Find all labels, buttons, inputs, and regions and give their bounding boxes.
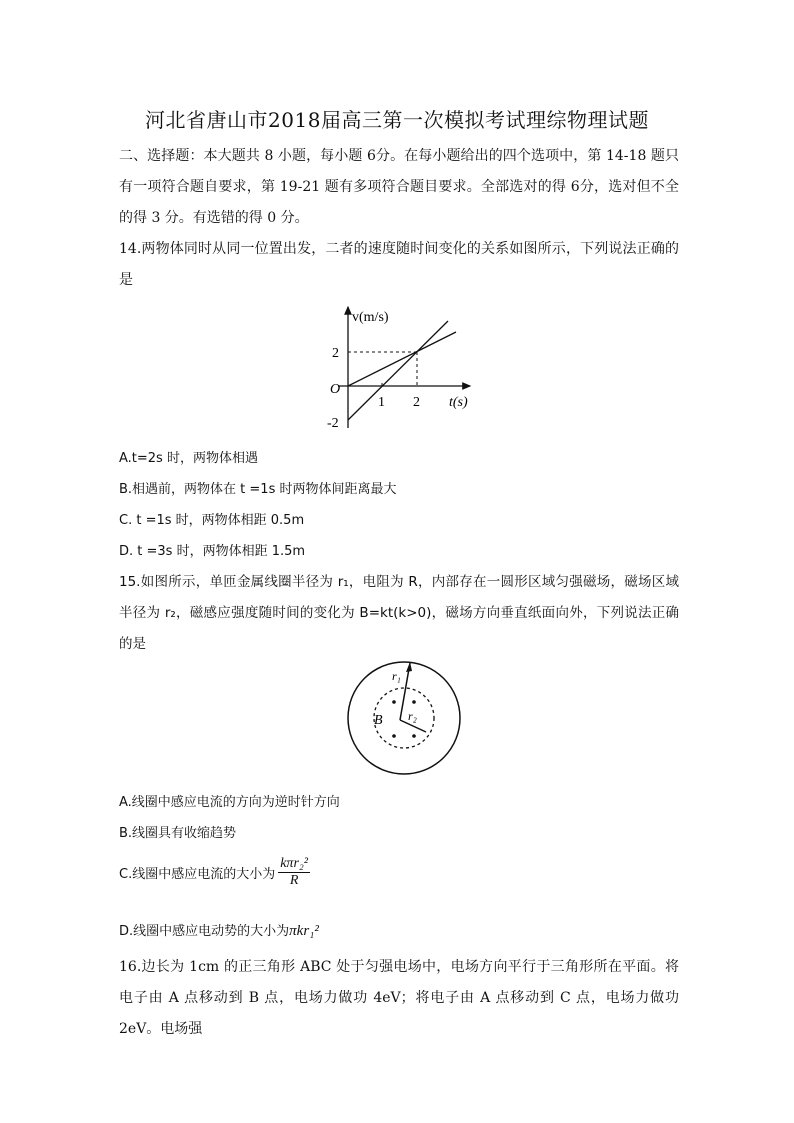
coil-circle (348, 662, 460, 774)
field-dot (392, 734, 396, 738)
line-object-a (348, 332, 456, 386)
q15-option-d-expression: πkr₁² (289, 923, 319, 939)
radius-r1-arrowhead (406, 662, 412, 672)
q15-option-d (119, 920, 319, 940)
field-dot (412, 734, 416, 738)
tick-label-y-neg: -2 (327, 416, 339, 431)
q15-option-a: A.线圈中感应电流的方向为逆时针方向 (119, 795, 340, 810)
question-16-stem: 16.边长为 1cm 的正三角形 ABC 处于匀强电场中，电场方向平行于三角形所在平面。将电子由 A 点移动到 B 点，电场力做功 4eV；将电子由 A 点移动到 C 点，电场力做功 2eV。电场强 (119, 959, 679, 1037)
q15-option-c-fraction (278, 856, 310, 889)
label-r1: r₁ (392, 669, 401, 683)
q14-option-d: D. t =3s 时，两物体相距 1.5m (119, 544, 306, 559)
section-intro: 二、选择题：本大题共 8 小题，每小题 6分。在每小题给出的四个选项中，第 14-18 题只有一项符合题自要求，第 19-21 题有多项符合题目要求。全部选对的得 6分，选对但不全的得 3 分。有选错的得 0 分。 (119, 148, 679, 226)
q14-option-b: B.相遇前，两物体在 t =1s 时两物体间距离最大 (119, 482, 397, 497)
origin-label: O (330, 382, 341, 397)
tick-label-x1: 1 (378, 395, 385, 410)
q15-option-d-prefix: D.线圈中感应电动势的大小为 (119, 924, 290, 939)
y-axis-label: v(m/s) (352, 310, 389, 325)
field-dot (392, 700, 396, 704)
tick-label-y-pos: 2 (332, 346, 339, 361)
x-axis-label: t(s) (449, 395, 468, 410)
field-dot (412, 700, 416, 704)
page-title: 河北省唐山市2018届高三第一次模拟考试理综物理试题 (145, 108, 649, 132)
tick-label-x2: 2 (413, 395, 420, 410)
label-r2: r₂ (408, 709, 417, 723)
label-B: B (374, 713, 383, 728)
q14-option-c: C. t =1s 时，两物体相距 0.5m (119, 513, 305, 528)
question-14-stem: 14.两物体同时从同一位置出发，二者的速度随时间变化的关系如图所示，下列说法正确的是 (119, 241, 679, 288)
question-15-stem: 15.如图所示，单匝金属线圈半径为 r₁，电阻为 R，内部存在一圆形区域匀强磁场，磁场区域半径为 r₂，磁感应强度随时间的变化为 B=kt(k>0)，磁场方向垂直纸面向外，下列说法正确的是 (119, 574, 679, 652)
fraction-numerator: kπr₂² (280, 856, 308, 871)
q15-coil-figure (344, 660, 464, 780)
q14-option-a: A.t=2s 时，两物体相遇 (119, 451, 258, 466)
fraction-denominator: R (289, 873, 299, 888)
q15-option-c-prefix: C.线圈中感应电流的大小为 (119, 867, 276, 882)
q14-vt-graph (318, 303, 478, 433)
line-object-b (348, 321, 448, 420)
q15-option-c (119, 856, 310, 889)
q15-option-b: B.线圈具有收缩趋势 (119, 826, 237, 841)
